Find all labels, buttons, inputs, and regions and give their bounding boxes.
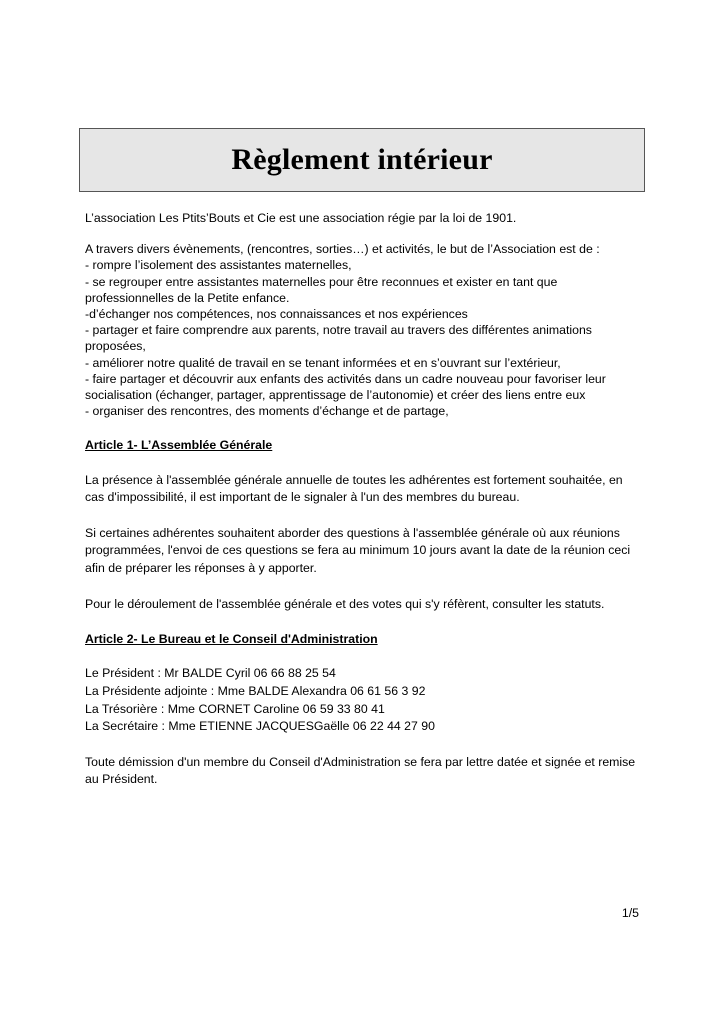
article-1-paragraph: La présence à l'assemblée générale annuelle de toutes les adhérentes est fortement souhaitée, en cas d'impossibilité, il est important de le signaler à l'un des membres du bureau.: [85, 472, 623, 505]
document-body: [85, 210, 641, 789]
article-2: [85, 631, 641, 789]
goal-item: - améliorer notre qualité de travail en se tenant informées et en s’ouvrant sur l’extérieur,: [85, 355, 561, 370]
article-1-paragraph: Pour le déroulement de l'assemblée générale et des votes qui s'y réfèrent, consulter les statuts.: [85, 596, 605, 611]
article-2-closing: Toute démission d'un membre du Conseil d'Administration se fera par lettre datée et signée et remise au Président.: [85, 754, 636, 787]
article-1: [85, 437, 641, 613]
title-box: [79, 128, 645, 192]
board-member: La Trésorière : Mme CORNET Caroline 06 59 33 80 41: [85, 701, 385, 716]
goals-lead: A travers divers évènements, (rencontres, sorties…) et activités, le but de l’Association est de :: [85, 242, 600, 257]
page-title: Règlement intérieur: [231, 143, 493, 176]
article-1-heading: Article 1- L’Assemblée Générale: [85, 438, 273, 453]
board-member: Le Président : Mr BALDE Cyril 06 66 88 25 54: [85, 666, 336, 681]
intro-paragraph: L’association Les Ptits’Bouts et Cie est une association régie par la loi de 1901.: [85, 211, 517, 225]
goal-item: - partager et faire comprendre aux parents, notre travail au travers des différentes animations proposées,: [85, 323, 592, 354]
article-2-heading: Article 2- Le Bureau et le Conseil d'Administration: [85, 632, 378, 647]
goals-section: [85, 241, 641, 419]
goal-item: - rompre l’isolement des assistantes maternelles,: [85, 258, 352, 273]
board-member: La Secrétaire : Mme ETIENNE JACQUESGaëlle 06 22 44 27 90: [85, 719, 435, 734]
board-member: La Présidente adjointe : Mme BALDE Alexandra 06 61 56 3 92: [85, 684, 426, 698]
goal-item: - faire partager et découvrir aux enfants des activités dans un cadre nouveau pour favoriser leur socialisation (échanger, partager, apprentissage de l’autonomie) et créer des liens entre eux: [85, 371, 606, 403]
goal-item: - se regrouper entre assistantes maternelles pour être reconnues et exister en tant que professionnelles de la Petite enfance.: [85, 274, 558, 305]
page-number: 1/5: [621, 906, 639, 920]
goal-item: - organiser des rencontres, des moments d’échange et de partage,: [85, 404, 449, 419]
article-1-paragraph: Si certaines adhérentes souhaitent aborder des questions à l'assemblée générale où aux réunions programmées, l'envoi de ces questions se fera au minimum 10 jours avant la date de la réunion ceci afin de préparer les réponses à y apporter.: [85, 525, 631, 576]
goal-item: -d’échanger nos compétences, nos connaissances et nos expériences: [85, 307, 468, 322]
